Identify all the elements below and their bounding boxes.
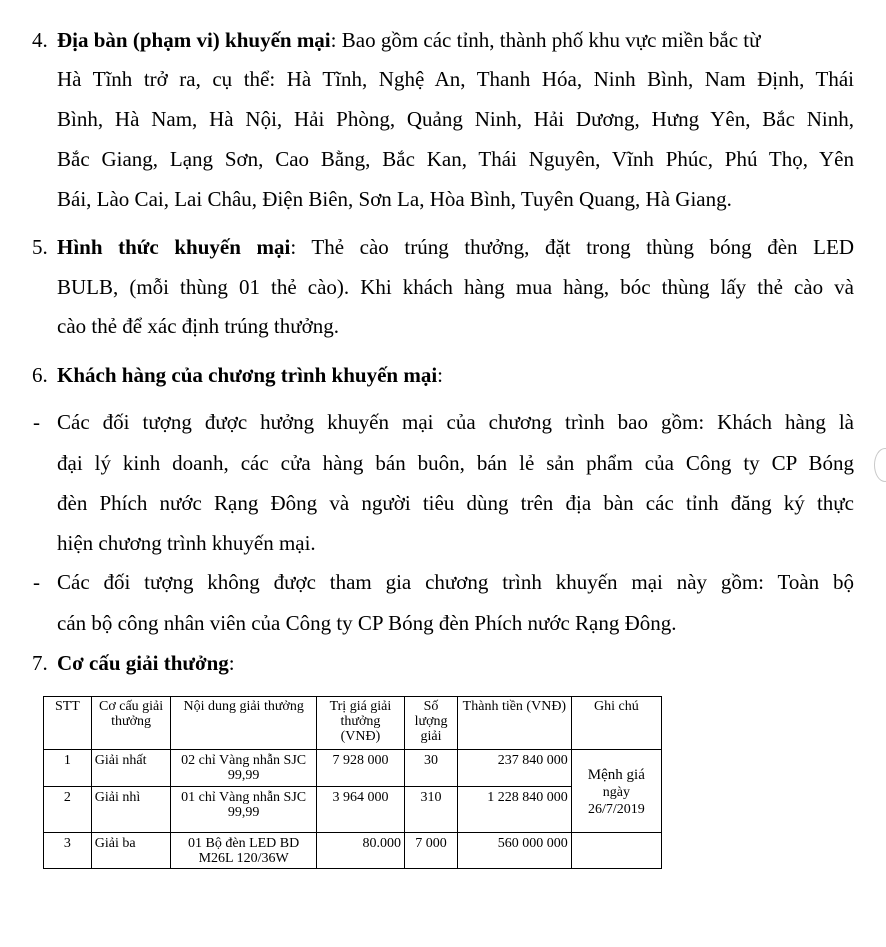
- cell-stt: 2: [44, 787, 92, 833]
- section-7-number: 7.: [32, 651, 48, 675]
- header-co-cau: Cơ cấu giải thưởng: [91, 697, 171, 750]
- header-noi-dung: Nội dung giải thưởng: [171, 697, 316, 750]
- bullet-1-text-line-4: hiện chương trình khuyến mại.: [57, 531, 316, 555]
- table-row: [44, 833, 662, 869]
- header-tri-gia: Trị giá giải thưởng (VNĐ): [316, 697, 404, 750]
- cell-tri-gia: 7 928 000: [316, 750, 404, 787]
- header-ghi-chu: Ghi chú: [571, 697, 661, 750]
- cell-noi-dung: 01 Bộ đèn LED BD M26L 120/36W: [171, 833, 316, 869]
- cell-co-cau: Giải ba: [91, 833, 171, 869]
- table-row: [44, 750, 662, 787]
- bullet-1-dash: -: [33, 410, 40, 434]
- ghi-chu-line-2: ngày: [602, 785, 630, 800]
- header-so-luong: Số lượng giải: [405, 697, 458, 750]
- bullet-1-text-line-3: đèn Phích nước Rạng Đông và người tiêu dùng trên địa bàn các tỉnh đăng ký thực: [57, 491, 854, 515]
- section-6-heading: Khách hàng của chương trình khuyến mại: [57, 363, 438, 387]
- section-4-text-line-3: Bình, Hà Nam, Hà Nội, Hải Phòng, Quảng Ninh, Hải Dương, Hưng Yên, Bắc Ninh,: [57, 107, 854, 131]
- bullet-1-text-line-1: Các đối tượng được hưởng khuyến mại của chương trình bao gồm: Khách hàng là: [57, 410, 854, 434]
- cell-noi-dung: 01 chỉ Vàng nhẫn SJC 99,99: [171, 787, 316, 833]
- section-6-number: 6.: [32, 363, 48, 387]
- section-4-text-line-5: Bái, Lào Cai, Lai Châu, Điện Biên, Sơn La, Hòa Bình, Tuyên Quang, Hà Giang.: [57, 187, 732, 211]
- cell-tri-gia: 80.000: [316, 833, 404, 869]
- cell-so-luong: 30: [405, 750, 458, 787]
- ghi-chu-line-1: Mệnh giá: [587, 767, 645, 783]
- section-5-heading: Hình thức khuyến mại: [57, 235, 291, 259]
- cell-ghi-chu: [571, 750, 661, 833]
- section-4-number: 4.: [32, 28, 48, 52]
- cell-co-cau: Giải nhì: [91, 787, 171, 833]
- cell-thanh-tien: 237 840 000: [458, 750, 572, 787]
- table-header-row: [44, 697, 662, 750]
- header-stt: STT: [44, 697, 92, 750]
- cell-thanh-tien: 560 000 000: [458, 833, 572, 869]
- prize-table: [43, 696, 662, 869]
- cell-noi-dung: 02 chỉ Vàng nhẫn SJC 99,99: [171, 750, 316, 787]
- header-thanh-tien: Thành tiền (VNĐ): [458, 697, 572, 750]
- cell-thanh-tien: 1 228 840 000: [458, 787, 572, 833]
- section-5-number: 5.: [32, 235, 48, 259]
- ghi-chu-line-3: 26/7/2019: [587, 802, 645, 817]
- document-page: 4. Địa bàn (phạm vi) khuyến mại: Bao gồm các tỉnh, thành phố khu vực miền bắc từ Hà Tĩnh trở ra, cụ thể: Hà Tĩnh, Nghệ An, Thanh Hóa, Ninh Bình, Nam Định, Thái Bình, Hà Nam, Hà Nội, Hải Phòng, Quảng Ninh, Hải Dương, Hưng Yên, Bắc Ninh, Bắc Giang, Lạng Sơn, Cao Bằng, Bắc Kan, Thái Nguyên, Vĩnh Phúc, Phú Thọ, Yên Bái, Lào Cai, Lai Châu, Điện Biên, Sơn La, Hòa Bình, Tuyên Quang, Hà Giang. 5. Hình thức khuyến mại: Thẻ cào trúng thưởng, đặt trong thùng bóng đèn LED BULB, (mỗi thùng 01 thẻ cào). Khi khách hàng mua hàng, bóc thùng lấy thẻ cào và cào thẻ để xác định trúng thưởng. 6. Khách hàng của chương trình khuyến mại: - Các đối tượng được hưởng khuyến mại của chương trình bao gồm: Khách hàng là đại lý kinh doanh, các cửa hàng bán buôn, bán lẻ sản phẩm của Công ty CP Bóng đèn Phích nước Rạng Đông và người tiêu dùng trên địa bàn các tỉnh đăng ký thực hiện chương trình khuyến mại. - Các đối tượng không được tham gia chương trình khuyến mại này gồm: Toàn bộ cán bộ công nhân viên của Công ty CP Bóng đèn Phích nước Rạng Đông. 7. Cơ cấu giải thưởng: STT Cơ cấu giải thưởng Nội dung giải thưởng Trị giá giải thưởng (VNĐ) Số lượng giải Thành tiền (VNĐ) Ghi chú 1 Giải nhất 02 chỉ Vàng nhẫn SJC 99,99 7 928 000 30 237 840 000 Mệnh giá ngày 26/7/2019 2 Giải nhì 01 chỉ Vàng nhẫn SJC 99,99 3 964 000 310 1 228 840 000 3 Giải ba 01 Bộ đèn LED BD M26L 120/36W 80.000 7 000 560 000 000: [0, 0, 886, 947]
- bullet-2-dash: -: [33, 570, 40, 594]
- cell-stt: 3: [44, 833, 92, 869]
- section-5-text: : Thẻ cào trúng thưởng, đặt trong thùng bóng đèn LED: [290, 235, 854, 259]
- bullet-2-text-line-2: cán bộ công nhân viên của Công ty CP Bóng đèn Phích nước Rạng Đông.: [57, 611, 677, 635]
- section-4-text: : Bao gồm các tỉnh, thành phố khu vực miền bắc từ: [330, 28, 761, 52]
- section-5-text-line-2: BULB, (mỗi thùng 01 thẻ cào). Khi khách hàng mua hàng, bóc thùng lấy thẻ cào và: [57, 275, 854, 299]
- cell-co-cau: Giải nhất: [91, 750, 171, 787]
- section-4-heading: Địa bàn (phạm vi) khuyến mại: [57, 28, 331, 52]
- cell-ghi-chu-empty: [571, 833, 661, 869]
- cell-so-luong: 7 000: [405, 833, 458, 869]
- section-4-text-line-4: Bắc Giang, Lạng Sơn, Cao Bằng, Bắc Kan, Thái Nguyên, Vĩnh Phúc, Phú Thọ, Yên: [57, 147, 854, 171]
- cell-tri-gia: 3 964 000: [316, 787, 404, 833]
- bullet-2-text-line-1: Các đối tượng không được tham gia chương trình khuyến mại này gồm: Toàn bộ: [57, 570, 854, 594]
- page-edge-handle: [874, 448, 886, 482]
- section-4-text-line-2: Hà Tĩnh trở ra, cụ thể: Hà Tĩnh, Nghệ An, Thanh Hóa, Ninh Bình, Nam Định, Thái: [57, 67, 854, 91]
- section-7-heading: Cơ cấu giải thưởng: [57, 651, 229, 675]
- section-5-text-line-3: cào thẻ để xác định trúng thưởng.: [57, 314, 339, 338]
- cell-stt: 1: [44, 750, 92, 787]
- table-row: [44, 787, 662, 833]
- cell-so-luong: 310: [405, 787, 458, 833]
- bullet-1-text-line-2: đại lý kinh doanh, các cửa hàng bán buôn, bán lẻ sản phẩm của Công ty CP Bóng: [57, 451, 854, 475]
